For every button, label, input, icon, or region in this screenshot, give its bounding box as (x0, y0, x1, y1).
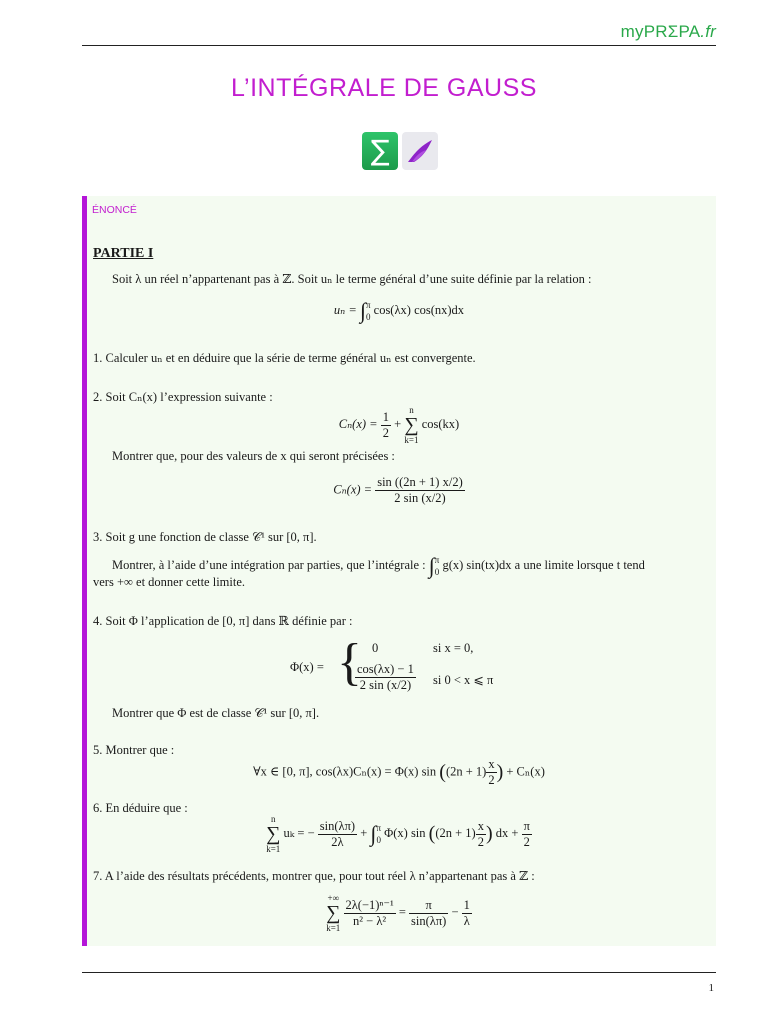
question-3b: Montrer, à l’aide d’une intégration par parties, que l’intégrale : ∫ π 0 g(x) sin(tx)dx a une limite lorsque t tend (112, 553, 645, 578)
phi-case1-value: 0 (372, 641, 379, 655)
question-6: 6. En déduire que : (93, 801, 188, 815)
question-2b: Montrer que, pour des valeurs de x qui seront précisées : (112, 449, 395, 463)
question-3c: vers +∞ et donner cette limite. (93, 575, 246, 589)
bottom-rule (82, 972, 716, 973)
equation-7: +∞ ∑ k=1 $\frac{\text{2λ(−1)ⁿ⁻¹}}{\text{n² − λ²}}$ = $\frac{\pi}{\sin(\lambda\pi)}$ − $\frac{1}{\lambda}$ (326, 893, 470, 933)
top-rule (82, 45, 716, 46)
page-number: 1 (708, 982, 714, 994)
question-4: 4. Soit Φ l’application de [0, π] dans ℝ définie par : (93, 614, 353, 628)
equation-6: n ∑ k=1 uₖ = − $\frac{\sin(\lambda\pi)}{2\lambda}$ + ∫ π 0 Φ(x) sin ((2n + 1) $\frac{x}{2}$ ) dx + $\frac{\pi}{2}$ (266, 814, 530, 854)
question-3: 3. Soit g une fonction de classe 𝒞¹ sur [0, π]. (93, 530, 317, 544)
equation-cn-closed: Cₙ(x) = $\frac{\sin ((2n + 1) x/2)}{2 \sin (x/2)}$ (333, 475, 463, 505)
question-4b: Montrer que Φ est de classe 𝒞¹ sur [0, π]. (112, 706, 320, 720)
phi-case1-cond: si x = 0, (433, 641, 474, 655)
question-5: 5. Montrer que : (93, 743, 175, 757)
equation-5: ∀x ∈ [0, π], cos(λx)Cₙ(x) = Φ(x) sin ((2n + 1) $\frac{x}{2}$ ) + Cₙ(x) (253, 757, 545, 787)
equation-cn: Cₙ(x) = $\frac{1}{2}$ + n ∑ k=1 cos(kx) (338, 405, 460, 445)
phi-lhs: Φ(x) = (290, 660, 324, 674)
equation-un: uₙ = ∫ π 0 cos(λx) cos(nx)dx (333, 298, 465, 323)
question-7: 7. A l’aide des résultats précédents, montrer que, pour tout réel λ n’appartenant pas à ℤ : (93, 869, 535, 883)
sigma-icon: ∑ (362, 132, 398, 170)
page-title: L’INTÉGRALE DE GAUSS (231, 74, 537, 102)
phi-brace: { (337, 634, 362, 691)
phi-case2-cond: si 0 < x ⩽ π (433, 673, 494, 687)
intro-text: Soit λ un réel n’appartenant pas à ℤ. Soit uₙ le terme général d’une suite définie par la relation : (112, 272, 592, 286)
phi-case2-value: $\frac{\cos(\lambda x) - 1}{2 \sin (x/2)}$ (357, 662, 414, 692)
brand-logo: myPRΣPA.fr (620, 22, 716, 41)
part-title: PARTIE I (93, 246, 154, 261)
question-1: 1. Calculer uₙ et en déduire que la série de terme général uₙ est convergente. (93, 351, 476, 365)
section-label: ÉNONCÉ (92, 204, 137, 216)
question-2: 2. Soit Cₙ(x) l’expression suivante : (93, 390, 273, 404)
maple-leaf-icon (402, 132, 438, 170)
